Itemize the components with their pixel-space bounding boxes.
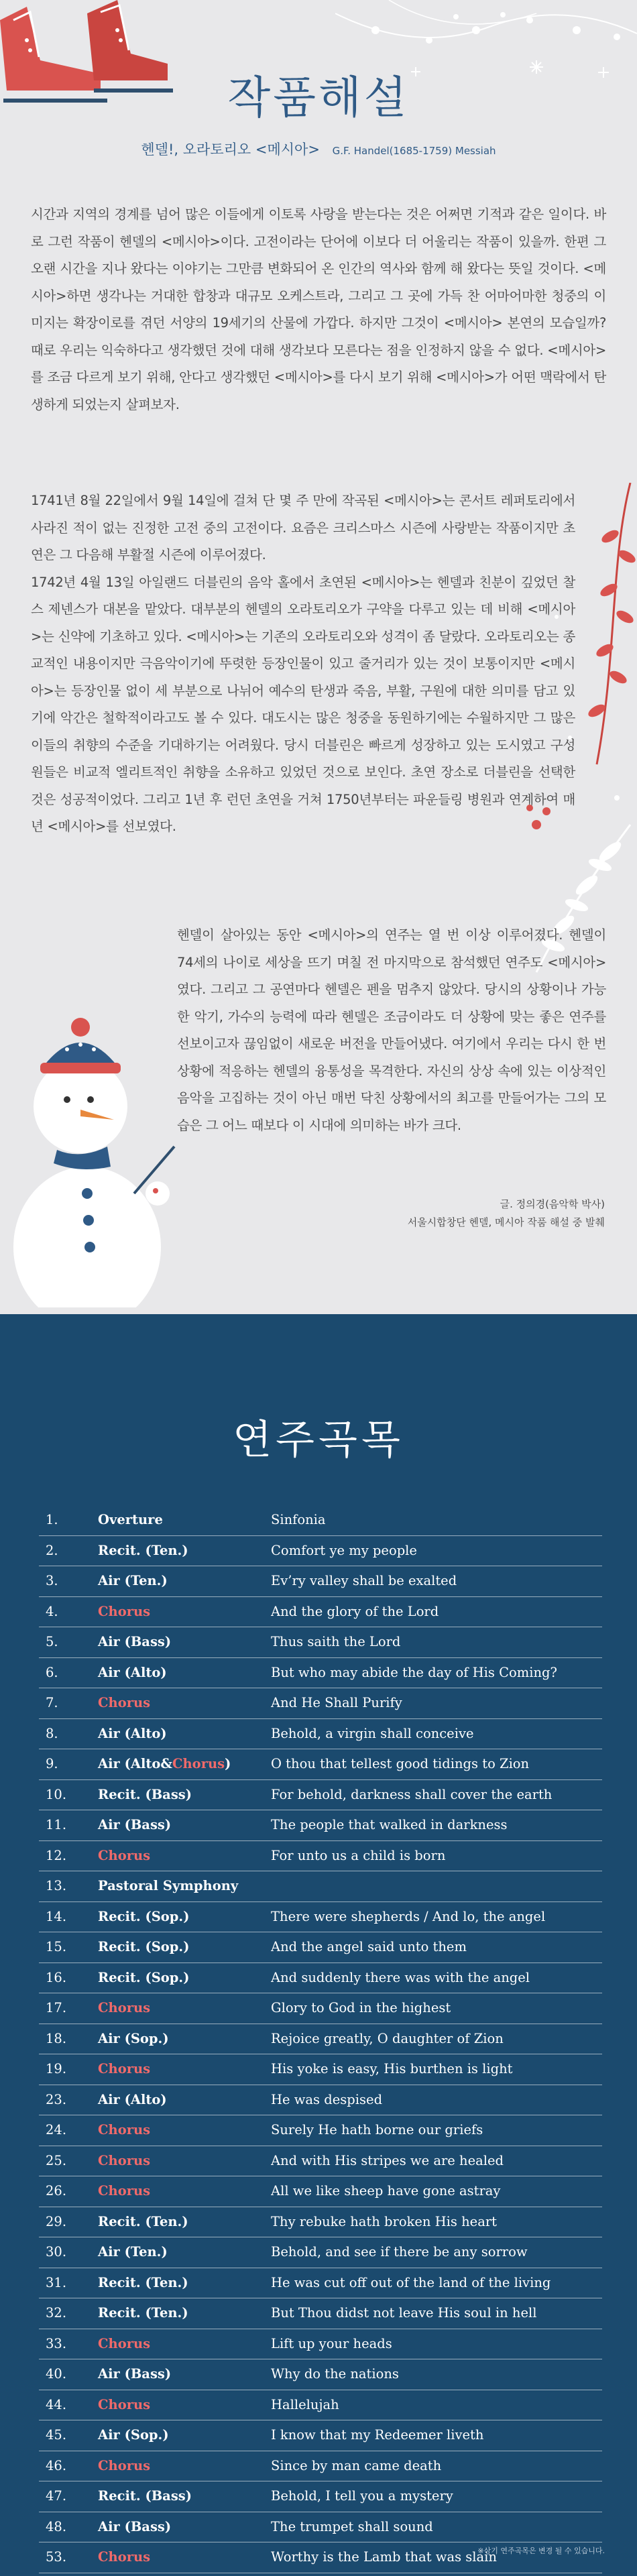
program-number: 23. — [46, 2091, 67, 2107]
program-piece-type: Chorus — [98, 2000, 151, 2015]
program-number: 3. — [46, 1573, 58, 1588]
credit-author: 글. 정의경(음악학 박사) — [500, 1198, 605, 1210]
program-row — [39, 1719, 602, 1750]
program-number: 8. — [46, 1725, 58, 1741]
notes-paragraph-2b: 1742년 4월 13일 아일랜드 더블린의 음악 홀에서 초연된 <메시아>는 헨델과 친분이 깊었던 찰스 제넨스가 대본을 맡았다. 대부분의 헨델의 오라토리오가 구약을 다루고 있는 데 비해 <메시아>는 신약에 기초하고 있다. <메시아>는 기존의 오라토리오와 성격이 좀 달랐다. 오라토리오는 종교적인 내용이지만 극음악이기에 뚜렷한 등장인물이 있고 줄거리가 있는 것이 보통이지만 <메시아>는 등장인물 없이 세 부분으로 나뉘어 예수의 탄생과 죽음, 부활, 구원에 대한 의미를 담고 있기에 악간은 철학적이라고도 볼 수 있다. 대도시는 많은 청중을 동원하기에는 수월하지만 그 많은 이들의 취향의 수준을 기대하기는 어려웠다. 당시 더블린은 빠르게 성장하고 있는 도시였고 구성원들은 비교적 엘리트적인 취향을 소유하고 있었던 것으로 보인다. 초연 장소로 더블린을 선택한 것은 성공적이었다. 그리고 1년 후 런던 초연을 거쳐 1750년부터는 파운들링 병원과 연계하여 매년 <메시아>를 선보였다. — [31, 574, 575, 834]
program-piece-type: Chorus — [98, 1847, 151, 1863]
program-piece-type: Chorus — [98, 1695, 151, 1710]
program-row — [39, 1871, 602, 1902]
program-number: 13. — [46, 1878, 67, 1893]
program-piece-title: All we like sheep have gone astray — [271, 2183, 501, 2199]
program-piece-title: For unto us a child is born — [271, 1847, 446, 1863]
program-number: 2. — [46, 1542, 58, 1558]
program-number: 12. — [46, 1847, 67, 1863]
program-number: 11. — [46, 1817, 67, 1832]
program-number: 47. — [46, 2488, 67, 2504]
program-row — [39, 1658, 602, 1689]
program-number: 45. — [46, 2427, 67, 2443]
notes-paragraph-3: 헨델이 살아있는 동안 <메시아>의 연주는 열 번 이상 이루어졌다. 헨델이 74세의 나이로 세상을 뜨기 며칠 전 마지막으로 참석했던 연주도 <메시아>였다. 그리고 그 공연마다 헨델은 펜을 멈추지 않았다. 당시의 상황이나 가능한 악기, 가수의 능력에 따라 헨델은 조금이라도 더 상황에 맞는 좋은 연주를 선보이고자 끊임없이 새로운 버전을 만들어냈다. 여기에서 우리는 다시 한 번 상황에 적응하는 헨델의 융통성을 목격한다. 자신의 상상 속에 있는 이상적인 음악을 고집하는 것이 아닌 매번 닥친 상황에서의 최고를 만들어가는 그의 모습은 그 어느 때보다 이 시대에 의미하는 바가 크다. — [177, 927, 606, 1133]
program-piece-type: Air (Alto&Chorus) — [98, 1756, 231, 1771]
program-row — [39, 2420, 602, 2451]
program-row — [39, 2085, 602, 2116]
program-number: 14. — [46, 1908, 67, 1924]
program-number: 48. — [46, 2518, 67, 2534]
program-piece-title: Thus saith the Lord — [271, 1634, 401, 1649]
program-number: 30. — [46, 2244, 67, 2260]
snowman-illustration — [13, 992, 181, 1307]
program-piece-type: Chorus — [98, 2396, 151, 2412]
program-piece-type: Overture — [98, 1512, 163, 1527]
program-piece-title: Behold, a virgin shall conceive — [271, 1725, 474, 1741]
program-number: 17. — [46, 2000, 67, 2015]
program-number: 33. — [46, 2335, 67, 2351]
program-row — [39, 1627, 602, 1658]
program-piece-title: The people that walked in darkness — [271, 1817, 508, 1832]
program-piece-type: Chorus — [98, 2183, 151, 2199]
program-piece-title: Sinfonia — [271, 1512, 326, 1527]
program-piece-type: Air (Sop.) — [98, 2030, 169, 2046]
credit-block — [408, 1195, 605, 1232]
program-piece-type: Recit. (Sop.) — [98, 1908, 190, 1924]
program-piece-type: Air (Bass) — [98, 1817, 172, 1832]
program-piece-type: Air (Alto) — [98, 1725, 167, 1741]
program-number: 16. — [46, 1969, 67, 1985]
work-subtitle — [0, 139, 637, 159]
program-number: 19. — [46, 2061, 67, 2076]
program-piece-title: The trumpet shall sound — [271, 2518, 433, 2534]
program-piece-type: Chorus — [98, 1603, 151, 1619]
program-piece-title: Surely He hath borne our griefs — [271, 2122, 483, 2138]
program-piece-type: Recit. (Sop.) — [98, 1939, 190, 1954]
program-row — [39, 2359, 602, 2390]
program-piece-title: Lift up your heads — [271, 2335, 392, 2351]
program-list — [39, 1505, 602, 2573]
program-number: 9. — [46, 1756, 58, 1771]
program-piece-title: Behold, and see if there be any sorrow — [271, 2244, 528, 2260]
program-number: 4. — [46, 1603, 58, 1619]
program-row — [39, 1780, 602, 1811]
program-row — [39, 2176, 602, 2207]
program-piece-type: Air (Bass) — [98, 2518, 172, 2534]
program-row — [39, 1963, 602, 1994]
program-row — [39, 1932, 602, 1963]
program-piece-title: His yoke is easy, His burthen is light — [271, 2061, 513, 2076]
program-piece-type: Chorus — [98, 2457, 151, 2473]
page-title: 작품해설 — [227, 72, 410, 123]
program-row — [39, 2054, 602, 2085]
program-row — [39, 2481, 602, 2512]
program-piece-title: Since by man came death — [271, 2457, 442, 2473]
program-piece-title: But who may abide the day of His Coming? — [271, 1664, 557, 1680]
program-row — [39, 2298, 602, 2329]
program-row — [39, 2451, 602, 2482]
program-number: 1. — [46, 1512, 58, 1527]
program-title: 연주곡목 — [233, 1417, 404, 1464]
program-row — [39, 1810, 602, 1841]
program-row — [39, 1993, 602, 2024]
program-number: 32. — [46, 2305, 67, 2321]
program-section — [0, 1314, 637, 2576]
program-row — [39, 2024, 602, 2055]
program-piece-title: Glory to God in the highest — [271, 2000, 451, 2015]
program-piece-type: Chorus — [98, 2335, 151, 2351]
program-number: 7. — [46, 1695, 58, 1710]
program-number: 53. — [46, 2549, 67, 2565]
program-number: 18. — [46, 2030, 67, 2046]
program-piece-type: Air (Ten.) — [98, 1573, 168, 1588]
program-number: 5. — [46, 1634, 58, 1649]
program-row — [39, 2268, 602, 2299]
program-number: 15. — [46, 1939, 67, 1954]
program-row — [39, 1536, 602, 1567]
program-number: 31. — [46, 2274, 67, 2290]
program-piece-title: And He Shall Purify — [271, 1695, 402, 1710]
program-piece-title: Why do the nations — [271, 2366, 399, 2382]
program-number: 25. — [46, 2152, 67, 2168]
credit-source: 서울시합창단 헨델, 메시아 작품 해설 중 발췌 — [407, 1216, 605, 1228]
program-row — [39, 2115, 602, 2146]
program-number: 10. — [46, 1786, 67, 1802]
program-footnote: ※상기 연주곡목은 변경 될 수 있습니다. — [477, 2546, 605, 2555]
program-piece-title: And with His stripes we are healed — [271, 2152, 504, 2168]
program-number: 44. — [46, 2396, 67, 2412]
program-piece-title: Thy rebuke hath broken His heart — [271, 2213, 498, 2229]
notes-paragraph-2 — [31, 487, 575, 841]
program-piece-title: And the glory of the Lord — [271, 1603, 439, 1619]
program-row — [39, 1597, 602, 1628]
program-row — [39, 2512, 602, 2543]
program-row — [39, 1902, 602, 1933]
program-piece-title: He was despised — [271, 2091, 383, 2107]
program-row — [39, 1505, 602, 1536]
program-piece-title: For behold, darkness shall cover the earth — [271, 1786, 553, 1802]
program-row — [39, 2146, 602, 2177]
program-row — [39, 2207, 602, 2238]
program-piece-type: Air (Bass) — [98, 1634, 172, 1649]
program-piece-type: Recit. (Ten.) — [98, 2274, 188, 2290]
subtitle-english: G.F. Handel(1685-1759) Messiah — [332, 145, 496, 157]
program-row — [39, 2329, 602, 2360]
program-piece-type: Recit. (Ten.) — [98, 1542, 188, 1558]
program-piece-type: Air (Bass) — [98, 2366, 172, 2382]
notes-paragraph-2a: 1741년 8월 22일에서 9월 14일에 걸쳐 단 몇 주 만에 작곡된 <메시아>는 콘서트 레퍼토리에서 사라진 적이 없는 진정한 고전 중의 고전이다. 요즘은 크리스마스 시즌에 사랑받는 작품이지만 초연은 그 다음해 부활절 시즌에 이루어졌다. — [31, 493, 575, 563]
program-piece-type: Recit. (Ten.) — [98, 2213, 188, 2229]
program-piece-title: Rejoice greatly, O daughter of Zion — [271, 2030, 504, 2046]
program-piece-type: Recit. (Bass) — [98, 1786, 192, 1802]
program-row — [39, 1688, 602, 1719]
program-piece-type: Air (Alto) — [98, 1664, 167, 1680]
program-piece-type: Air (Alto) — [98, 2091, 167, 2107]
program-piece-type: Chorus — [98, 2549, 151, 2565]
program-piece-title: There were shepherds / And lo, the angel — [271, 1908, 546, 1924]
program-piece-title: And suddenly there was with the angel — [271, 1969, 530, 1985]
program-piece-title: And the angel said unto them — [271, 1939, 467, 1954]
program-piece-title: Hallelujah — [271, 2396, 339, 2412]
program-number: 26. — [46, 2183, 67, 2199]
program-number: 40. — [46, 2366, 67, 2382]
program-piece-type: Air (Ten.) — [98, 2244, 168, 2260]
program-number: 29. — [46, 2213, 67, 2229]
program-number: 6. — [46, 1664, 58, 1680]
program-row — [39, 1841, 602, 1872]
program-piece-type: Recit. (Sop.) — [98, 1969, 190, 1985]
program-piece-title: Comfort ye my people — [271, 1542, 417, 1558]
program-piece-type: Pastoral Symphony — [98, 1878, 239, 1893]
program-piece-type: Recit. (Ten.) — [98, 2305, 188, 2321]
subtitle-korean: 헨델!, 오라토리오 <메시아> — [141, 141, 320, 158]
program-piece-title: O thou that tellest good tidings to Zion — [271, 1756, 530, 1771]
program-piece-type: Chorus — [98, 2122, 151, 2138]
program-piece-title: Worthy is the Lamb that was slain — [271, 2549, 497, 2565]
program-piece-type: Recit. (Bass) — [98, 2488, 192, 2504]
program-row — [39, 1749, 602, 1780]
program-piece-title: Behold, I tell you a mystery — [271, 2488, 453, 2504]
program-piece-type: Air (Sop.) — [98, 2427, 169, 2443]
program-piece-title: He was cut off out of the land of the living — [271, 2274, 551, 2290]
program-row — [39, 2390, 602, 2421]
program-number: 24. — [46, 2122, 67, 2138]
program-piece-type: Chorus — [98, 2152, 151, 2168]
program-number: 46. — [46, 2457, 67, 2473]
notes-paragraph-1: 시간과 지역의 경계를 넘어 많은 이들에게 이토록 사랑을 받는다는 것은 어쩌면 기적과 같은 일이다. 바로 그런 작품이 헨델의 <메시아>이다. 고전이라는 단어에 이보다 더 어울리는 작품이 있을까. 한편 그 오랜 시간을 지나 왔다는 이야기는 그만큼 변화되어 온 인간의 역사와 함께 해 왔다는 뜻일 것이다. <메시아>하면 생각나는 거대한 합창과 대규모 오케스트라, 그리고 그 곳에 가득 찬 어마어마한 청중의 이미지는 확장이로를 겪던 서양의 19세기의 산물에 가깝다. 하지만 그것이 <메시아> 본연의 모습일까? 때로 우리는 익숙하다고 생각했던 것에 대해 생각보다 모른다는 점을 인정하지 않을 수 없다. <메시아>를 조금 다르게 보기 위해, 안다고 생각했던 <메시아>를 다시 보기 위해 <메시아>가 어떤 맥락에서 탄생하게 되었는지 살펴보자. — [31, 207, 606, 412]
program-piece-title: Ev’ry valley shall be exalted — [271, 1573, 457, 1588]
program-piece-title: I know that my Redeemer liveth — [271, 2427, 484, 2443]
program-piece-type: Chorus — [98, 2061, 151, 2076]
program-row — [39, 2237, 602, 2268]
program-piece-title: But Thou didst not leave His soul in hell — [271, 2305, 537, 2321]
program-row — [39, 1566, 602, 1597]
